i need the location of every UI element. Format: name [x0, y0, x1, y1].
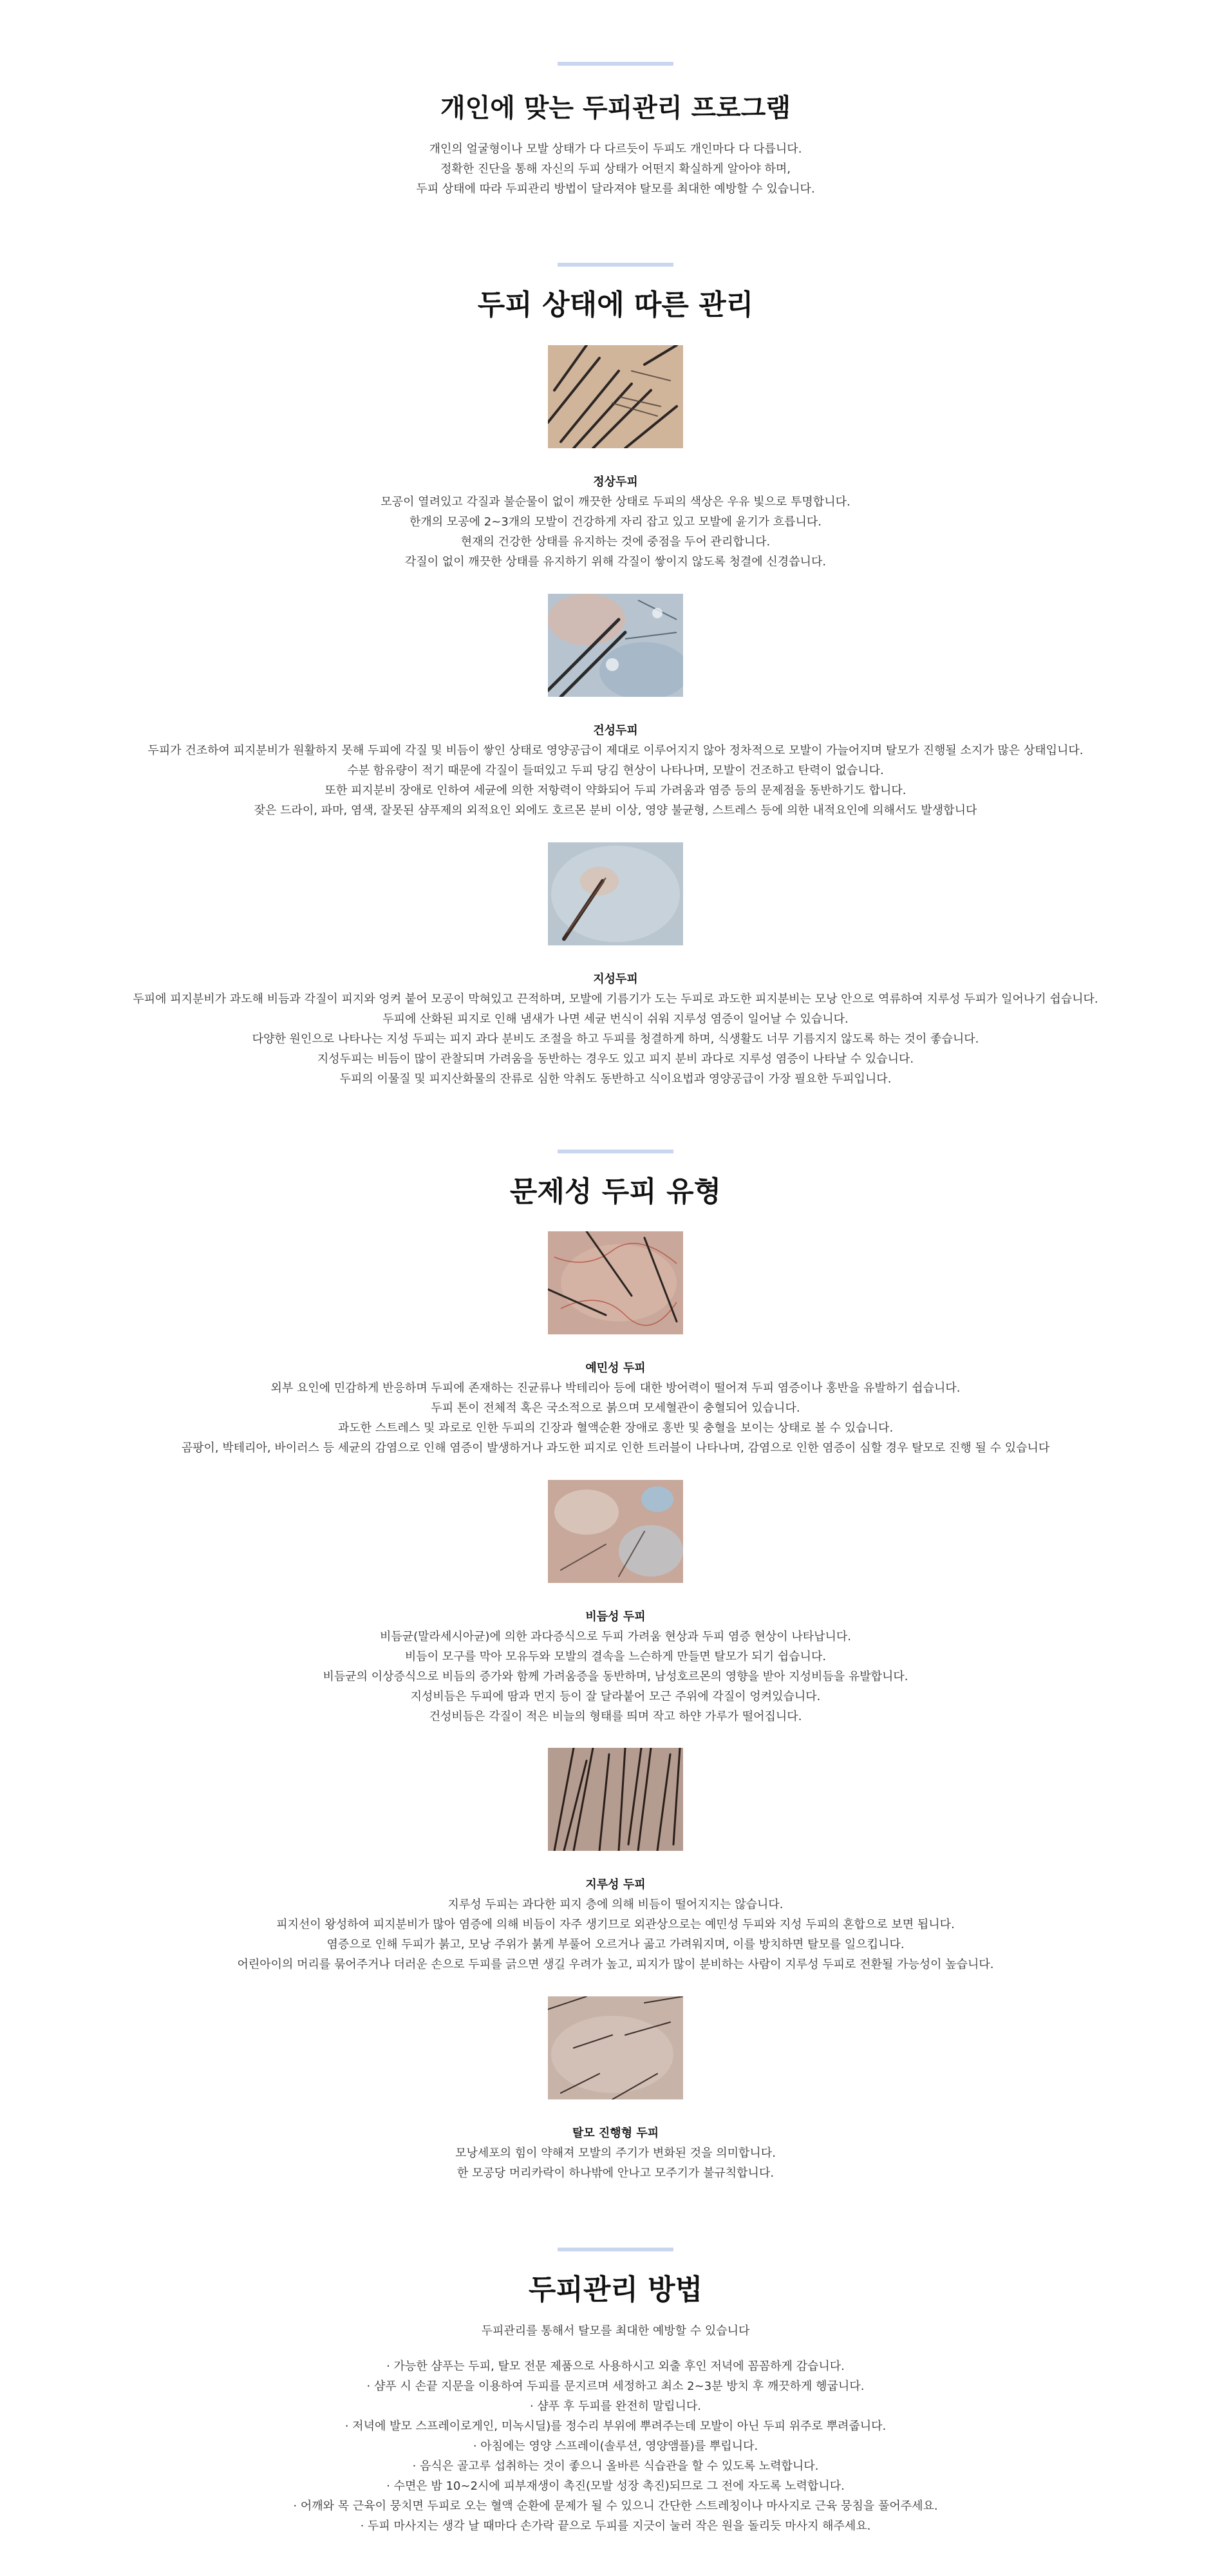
text-line: 외부 요인에 민감하게 반응하며 두피에 존재하는 진균류나 박테리아 등에 대한 방어력이 떨어져 두피 염증이나 홍반을 유발하기 쉽습니다. [270, 1381, 961, 1395]
section-care-methods [0, 2248, 1231, 2536]
text-line: 두피가 건조하여 피지분비가 원활하지 못해 두피에 각질 및 비듬이 쌓인 상태로 영양공급이 제대로 이루어지지 않아 정차적으로 모발이 가늘어지며 탈모가 진행될 소지가 많은 상태입니다. [147, 744, 1084, 757]
text-line: 각질이 없이 깨끗한 상태를 유지하기 위해 각질이 쌓이지 않도록 청결에 신경씁니다. [404, 555, 827, 569]
oily-scalp-heading: 지성두피 [593, 972, 638, 986]
seborrheic-scalp-photo [548, 1748, 683, 1851]
dandruff-scalp-photo [548, 1480, 683, 1583]
text-line: 과도한 스트레스 및 과로로 인한 두피의 긴장과 혈액순환 장애로 홍반 및 충혈을 보이는 상태로 볼 수 있습니다. [337, 1421, 894, 1435]
list-item: · 샴푸 시 손끝 지문을 이용하여 두피를 문지르며 세정하고 최소 2~3분 방치 후 깨끗하게 헹굽니다. [366, 2380, 865, 2393]
dry-scalp-heading: 건성두피 [593, 724, 638, 737]
section-divider [558, 1150, 673, 1153]
section-problem-types [0, 1150, 1231, 1210]
text-line: 지루성 두피는 과다한 피지 층에 의해 비듬이 떨어지지는 않습니다. [447, 1898, 784, 1911]
text-line: 또한 피지분비 장애로 인하여 세균에 의한 저항력이 약화되어 두피 가려움과 염증 등의 문제점을 동반하기도 합니다. [324, 784, 907, 797]
text-line: 건성비듬은 각질이 적은 비늘의 형태를 띄며 작고 하얀 가루가 떨어집니다. [429, 1710, 802, 1723]
text-line: 두피의 이물질 및 피지산화물의 잔류로 심한 악취도 동반하고 식이요법과 영양공급이 가장 필요한 두피입니다. [339, 1072, 892, 1086]
list-item: · 저녁에 발모 스프레이로게인, 미녹시딜)를 정수리 부위에 뿌려주는데 모발이 아닌 두피 위주로 뿌려줍니다. [344, 2420, 887, 2433]
problem-types-title: 문제성 두피 유형 [509, 1175, 722, 1208]
oily-scalp-photo [548, 842, 683, 945]
text-line: 어린아이의 머리를 묶어주거나 더러운 손으로 두피를 긁으면 생길 우려가 높고, 피지가 많이 분비하는 사람이 지루성 두피로 전환될 가능성이 높습니다. [237, 1958, 994, 1971]
sensitive-scalp-photo [548, 1231, 683, 1334]
text-line: 정확한 진단을 통해 자신의 두피 상태가 어떤지 확실하게 알아야 하며, [440, 162, 791, 176]
hair-loss-scalp-photo [548, 1996, 683, 2099]
text-line: 두피 톤이 전체적 혹은 국소적으로 붉으며 모세혈관이 충혈되어 있습니다. [431, 1401, 800, 1415]
dandruff-scalp-heading: 비듬성 두피 [585, 1610, 646, 1624]
text-line: 한 모공당 머리카락이 하나밖에 안나고 모주기가 불규칙합니다. [456, 2166, 775, 2180]
normal-scalp-photo [548, 345, 683, 448]
section-scalp-condition [0, 263, 1231, 323]
care-methods-title: 두피관리 방법 [528, 2273, 703, 2306]
scalp-condition-title: 두피 상태에 따른 관리 [477, 289, 754, 321]
care-methods-intro: 두피관리를 통해서 탈모를 최대한 예방할 수 있습니다 [481, 2324, 750, 2338]
item-oily-scalp [0, 842, 1231, 1089]
list-item: · 어깨와 목 근육이 뭉치면 두피로 오는 혈액 순환에 문제가 될 수 있으니 간단한 스트레칭이나 마사지로 근육 뭉침을 풀어주세요. [293, 2499, 938, 2513]
text-line: 두피 상태에 따라 두피관리 방법이 달라져야 탈모를 최대한 예방할 수 있습니다. [416, 182, 815, 196]
list-item: · 수면은 밤 10~2시에 피부재생이 촉진(모발 성장 촉진)되므로 그 전에 자도록 노력합니다. [386, 2479, 845, 2493]
text-line: 두피에 산화된 피지로 인해 냄새가 나면 세균 번식이 쉬워 지루성 염증이 일어날 수 있습니다. [382, 1012, 849, 1026]
text-line: 수분 함유량이 적기 때문에 각질이 들떠있고 두피 당김 현상이 나타나며, 모발이 건조하고 탄력이 없습니다. [347, 764, 884, 777]
seborrheic-scalp-heading: 지루성 두피 [585, 1878, 646, 1891]
dry-scalp-photo [548, 594, 683, 697]
text-line: 두피에 피지분비가 과도해 비듬과 각질이 피지와 엉켜 붙어 모공이 막혀있고 끈적하며, 모발에 기름기가 도는 두피로 과도한 피지분비는 모낭 안으로 역류하여 지루성 두피가 일어나기 쉽습니다. [133, 992, 1098, 1006]
section-divider [558, 263, 673, 267]
text-line: 모공이 열려있고 각질과 불순물이 없이 깨끗한 상태로 두피의 색상은 우유 빛으로 투명합니다. [381, 495, 850, 509]
item-normal-scalp [0, 345, 1231, 572]
care-methods-list [0, 2356, 1231, 2536]
list-item: · 아침에는 영양 스프레이(솔루션, 영양앰플)를 뿌립니다. [473, 2439, 758, 2453]
list-item: · 샴푸 후 두피를 완전히 말립니다. [529, 2400, 702, 2413]
list-item: · 가능한 샴푸는 두피, 탈모 전문 제품으로 사용하시고 외출 후인 저녁에 꼼꼼하게 감습니다. [386, 2360, 845, 2373]
text-line: 비듬균의 이상증식으로 비듬의 증가와 함께 가려움증을 동반하며, 남성호르몬의 영향을 받아 지성비듬을 유발합니다. [323, 1670, 908, 1683]
text-line: 염증으로 인해 두피가 붉고, 모낭 주위가 붉게 부풀어 오르거나 곪고 가려워지며, 이를 방치하면 탈모를 일으킵니다. [326, 1938, 905, 1951]
list-item: · 두피 마사지는 생각 날 때마다 손가락 끝으로 두피를 지긋이 눌러 작은 원을 돌리듯 마사지 해주세요. [360, 2519, 871, 2533]
sensitive-scalp-heading: 예민성 두피 [585, 1361, 646, 1375]
text-line: 잦은 드라이, 파마, 염색, 잘못된 샴푸제의 외적요인 외에도 호르몬 분비 이상, 영양 불균형, 스트레스 등에 의한 내적요인에 의해서도 발생합니다 [254, 804, 977, 817]
intro-text [0, 139, 1231, 199]
text-line: 피지선이 왕성하여 피지분비가 많아 염증에 의해 비듬이 자주 생기므로 외관상으로는 예민성 두피와 지성 두피의 혼합으로 보면 됩니다. [276, 1918, 955, 1931]
section-divider [558, 62, 673, 66]
hair-loss-scalp-heading: 탈모 진행형 두피 [572, 2126, 659, 2140]
text-line: 지성비듬은 두피에 땀과 먼지 등이 잘 달라붙어 모근 주위에 각질이 엉켜있습니다. [410, 1690, 821, 1703]
item-sensitive-scalp [0, 1231, 1231, 1458]
text-line: 현재의 건강한 상태를 유지하는 것에 중점을 두어 관리합니다. [460, 535, 771, 549]
normal-scalp-heading: 정상두피 [593, 475, 638, 489]
text-line: 비듬이 모구를 막아 모유두와 모발의 결속을 느슨하게 만들면 탈모가 되기 쉽습니다. [404, 1650, 827, 1663]
text-line: 곰팡이, 박테리아, 바이러스 등 세균의 감염으로 인해 염증이 발생하거나 과도한 피지로 인한 트러블이 나타나며, 감염으로 인한 염증이 심할 경우 탈모로 진행 될 수 있습니다 [181, 1441, 1050, 1455]
section-intro [0, 62, 1231, 199]
text-line: 개인의 얼굴형이나 모발 상태가 다 다르듯이 두피도 개인마다 다 다릅니다. [429, 142, 802, 156]
text-line: 모낭세포의 힘이 약해져 모발의 주기가 변화된 것을 의미합니다. [455, 2146, 776, 2160]
item-dandruff-scalp [0, 1480, 1231, 1727]
item-hair-loss-scalp [0, 1996, 1231, 2183]
list-item: · 음식은 골고루 섭취하는 것이 좋으니 올바른 식습관을 할 수 있도록 노력합니다. [412, 2459, 819, 2473]
section-divider [558, 2248, 673, 2251]
text-line: 지성두피는 비듬이 많이 관찰되며 가려움을 동반하는 경우도 있고 피지 분비 과다로 지루성 염증이 나타날 수 있습니다. [317, 1052, 914, 1066]
item-seborrheic-scalp [0, 1748, 1231, 1975]
intro-title: 개인에 맞는 두피관리 프로그램 [440, 93, 791, 123]
text-line: 다양한 원인으로 나타나는 지성 두피는 피지 과다 분비도 조절을 하고 두피를 청결하게 하며, 식생활도 너무 기름지지 않도록 하는 것이 좋습니다. [252, 1032, 979, 1046]
text-line: 비듬균(말라세시아균)에 의한 과다증식으로 두피 가려움 현상과 두피 염증 현상이 나타납니다. [379, 1630, 851, 1643]
text-line: 한개의 모공에 2~3개의 모발이 건강하게 자리 잡고 있고 모발에 윤기가 흐릅니다. [409, 515, 822, 529]
item-dry-scalp [0, 594, 1231, 820]
